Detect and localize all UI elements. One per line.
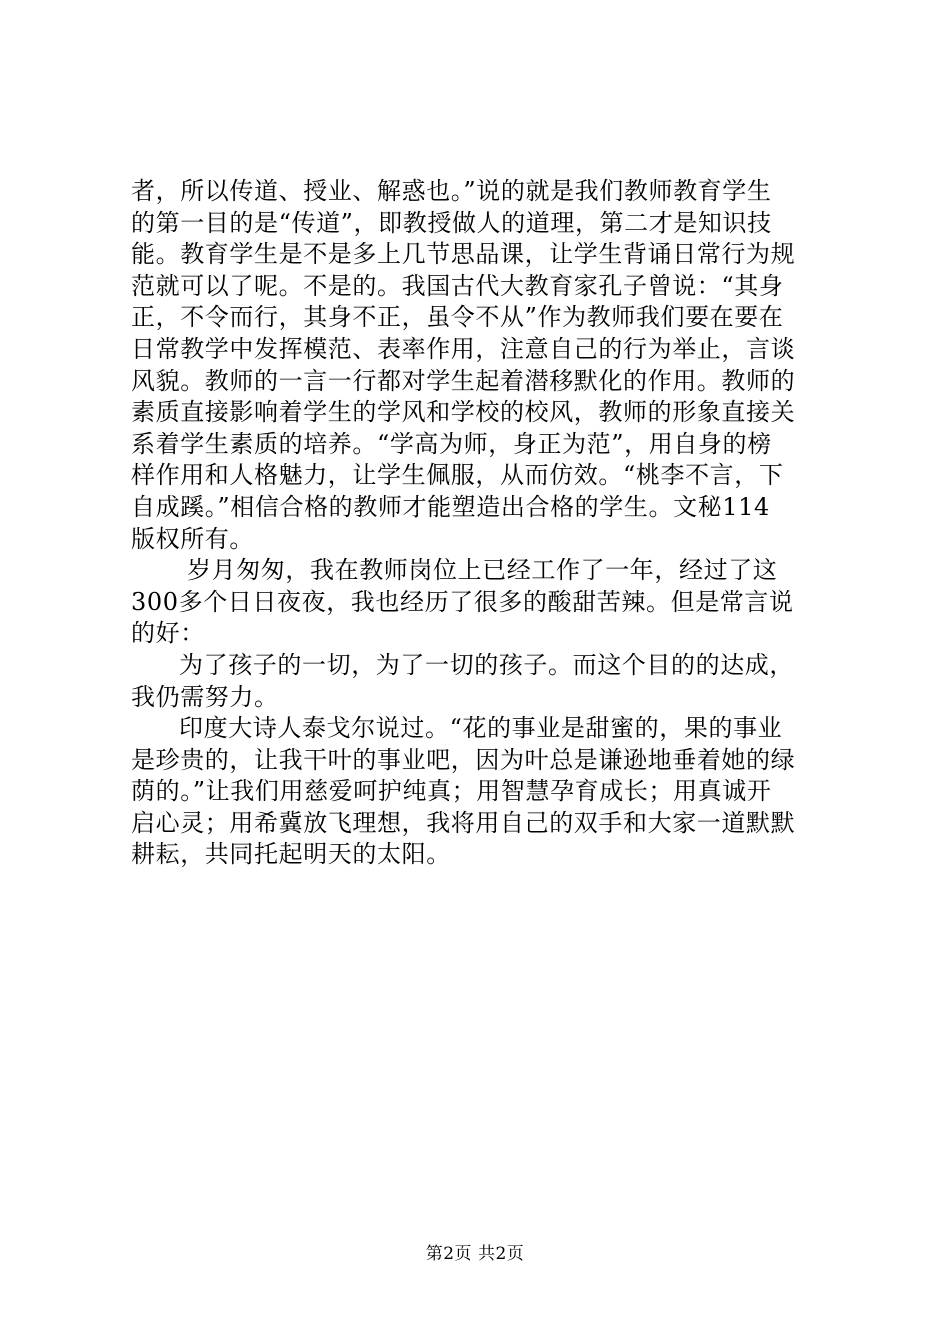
text-line: 系着学生素质的培养。“学高为师，身正为范”，用自身的榜 <box>131 429 772 458</box>
text-line: 的好： <box>131 619 205 648</box>
text-line: 样作用和人格魅力，让学生佩服，从而仿效。“桃李不言，下 <box>131 461 784 490</box>
page-number-label: 第2页 共2页 <box>425 1244 525 1264</box>
text-line: 启心灵；用希冀放飞理想，我将用自己的双手和大家一道默默 <box>131 808 796 837</box>
text-line: 能。教育学生是不是多上几节思品课，让学生背诵日常行为规 <box>131 240 796 269</box>
text-line: 我仍需努力。 <box>131 682 279 711</box>
text-line: 耕耘，共同托起明天的太阳。 <box>131 840 451 869</box>
text-line: 300多个日日夜夜，我也经历了很多的酸甜苦辣。但是常言说 <box>131 587 794 616</box>
text-line: 日常教学中发挥模范、表率作用，注意自己的行为举止，言谈 <box>131 334 796 363</box>
paragraph-start-line: 岁月匆匆，我在教师岗位上已经工作了一年，经过了这 <box>187 556 778 585</box>
paragraph-start-line: 为了孩子的一切，为了一切的孩子。而这个目的的达成， <box>179 650 794 679</box>
text-line: 风貌。教师的一言一行都对学生起着潜移默化的作用。教师的 <box>131 366 796 395</box>
text-line: 自成蹊。”相信合格的教师才能塑造出合格的学生。文秘114 <box>131 492 770 521</box>
paragraph-start-line: 印度大诗人泰戈尔说过。“花的事业是甜蜜的，果的事业 <box>179 714 783 743</box>
text-line: 荫的。”让我们用慈爱呵护纯真；用智慧孕育成长；用真诚开 <box>131 777 772 806</box>
text-line: 素质直接影响着学生的学风和学校的校风，教师的形象直接关 <box>131 398 796 427</box>
page-footer <box>0 1243 950 1265</box>
text-line: 者，所以传道、授业、解惑也。”说的就是我们教师教育学生 <box>131 177 772 205</box>
text-line: 的第一目的是“传道”，即教授做人的道理，第二才是知识技 <box>131 208 772 237</box>
text-line: 是珍贵的，让我干叶的事业吧，因为叶总是谦逊地垂着她的绿 <box>131 745 796 774</box>
text-line: 正，不令而行，其身不正，虽令不从”作为教师我们要在要在 <box>131 303 784 332</box>
text-line: 版权所有。 <box>131 524 254 553</box>
text-line: 范就可以了呢。不是的。我国古代大教育家孔子曾说：“其身 <box>131 271 784 300</box>
document-body <box>131 176 821 871</box>
